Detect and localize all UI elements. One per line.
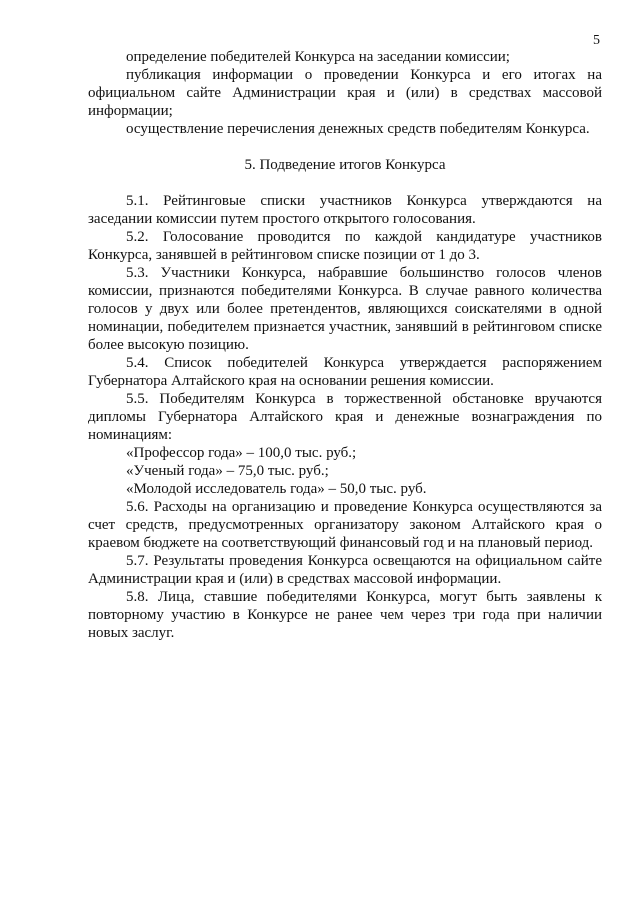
intro-paragraph-2: публикация информации о проведении Конкурса и его итогах на официальном сайте Администрации края и (или) в средствах массовой информации; <box>88 67 602 119</box>
paragraph-5-7: 5.7. Результаты проведения Конкурса освещаются на официальном сайте Администрации края и (или) в средствах массовой информации. <box>88 553 602 587</box>
intro-paragraph-3: осуществление перечисления денежных средств победителям Конкурса. <box>126 121 590 137</box>
section-heading: 5. Подведение итогов Конкурса <box>244 157 446 173</box>
paragraph-5-4: 5.4. Список победителей Конкурса утверждается распоряжением Губернатора Алтайского края на основании решения комиссии. <box>88 355 602 389</box>
intro-paragraph-1: определение победителей Конкурса на заседании комиссии; <box>126 49 510 65</box>
page-number: 5 <box>593 33 600 48</box>
spacer <box>88 138 602 156</box>
spacer <box>88 174 602 192</box>
award-item-professor: «Профессор года» – 100,0 тыс. руб.; <box>126 445 357 461</box>
award-item-young-researcher: «Молодой исследователь года» – 50,0 тыс. руб. <box>126 481 427 497</box>
paragraph-5-8: 5.8. Лица, ставшие победителями Конкурса, могут быть заявлены к повторному участию в Конкурсе не ранее чем через три года при наличии новых заслуг. <box>88 589 602 641</box>
paragraph-5-3: 5.3. Участники Конкурса, набравшие большинство голосов членов комиссии, признаются победителями Конкурса. В случае равного количества голосов у двух или более претендентов, являющихся соискателями в одной номинации, победителем признается участник, занявший в рейтинговом списке более высокую позицию. <box>88 265 602 353</box>
paragraph-5-6: 5.6. Расходы на организацию и проведение Конкурса осуществляются за счет средств, предусмотренных организатору законом Алтайского края о краевом бюджете на соответствующий финансовый год и на плановый период. <box>88 499 602 551</box>
paragraph-5-1: 5.1. Рейтинговые списки участников Конкурса утверждаются на заседании комиссии путем простого открытого голосования. <box>88 193 602 227</box>
paragraph-5-2: 5.2. Голосование проводится по каждой кандидатуре участников Конкурса, занявшей в рейтинговом списке позиции от 1 до 3. <box>88 229 602 263</box>
document-body <box>88 48 602 642</box>
paragraph-5-5: 5.5. Победителям Конкурса в торжественной обстановке вручаются дипломы Губернатора Алтайского края и денежные вознаграждения по номинациям: <box>88 391 602 443</box>
award-item-scientist: «Ученый года» – 75,0 тыс. руб.; <box>126 463 329 479</box>
